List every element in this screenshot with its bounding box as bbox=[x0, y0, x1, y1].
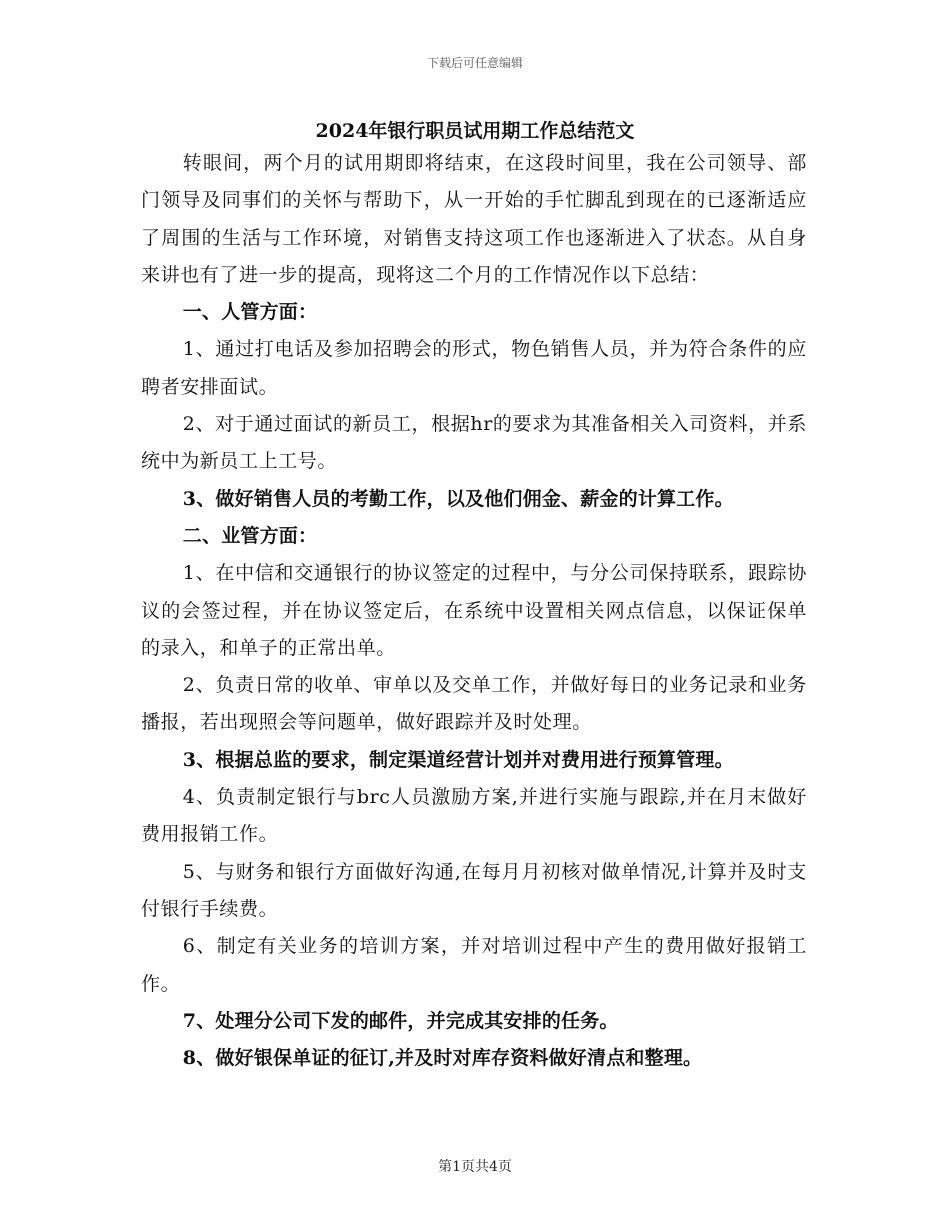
document-title: 2024年银行职员试用期工作总结范文 bbox=[315, 120, 635, 142]
document-body bbox=[141, 145, 807, 1077]
list-item-bold: 3、做好销售人员的考勤工作，以及他们佣金、薪金的计算工作。 bbox=[182, 487, 734, 510]
list-item: 1、在中信和交通银行的协议签定的过程中，与分公司保持联系，跟踪协议的会签过程，并在协议签定后，在系统中设置相关网点信息，以保证保单的录入，和单子的正常出单。 bbox=[141, 562, 807, 659]
list-item-bold: 7、处理分公司下发的邮件，并完成其安排的任务。 bbox=[182, 1009, 619, 1032]
list-item: 4、负责制定银行与brc人员激励方案,并进行实施与跟踪,并在月末做好费用报销工作。 bbox=[141, 786, 807, 846]
section-heading-business: 二、业管方面： bbox=[182, 524, 318, 547]
section-heading-personnel: 一、人管方面： bbox=[182, 301, 318, 324]
list-item: 2、负责日常的收单、审单以及交单工作，并做好每日的业务记录和业务播报，若出现照会等问题单，做好跟踪并及时处理。 bbox=[141, 674, 807, 734]
list-item: 1、通过打电话及参加招聘会的形式，物色销售人员，并为符合条件的应聘者安排面试。 bbox=[141, 338, 807, 398]
list-item: 2、对于通过面试的新员工，根据hr的要求为其准备相关入司资料，并系统中为新员工上工号。 bbox=[141, 413, 807, 473]
header-note: 下载后可任意编辑 bbox=[426, 56, 523, 70]
list-item-bold: 8、做好银保单证的征订,并及时对库存资料做好清点和整理。 bbox=[182, 1047, 703, 1070]
paragraph-intro: 转眼间，两个月的试用期即将结束，在这段时间里，我在公司领导、部门领导及同事们的关怀与帮助下，从一开始的手忙脚乱到现在的已逐渐适应了周围的生活与工作环境，对销售支持这项工作也逐渐进入了状态。从自身来讲也有了进一步的提高，现将这二个月的工作情况作以下总结： bbox=[141, 152, 807, 286]
list-item-bold: 3、根据总监的要求，制定渠道经营计划并对费用进行预算管理。 bbox=[182, 748, 734, 771]
list-item: 6、制定有关业务的培训方案，并对培训过程中产生的费用做好报销工作。 bbox=[141, 935, 807, 995]
list-item: 5、与财务和银行方面做好沟通,在每月月初核对做单情况,计算并及时支付银行手续费。 bbox=[141, 860, 807, 920]
page-footer: 第1页共4页 bbox=[438, 1159, 512, 1175]
